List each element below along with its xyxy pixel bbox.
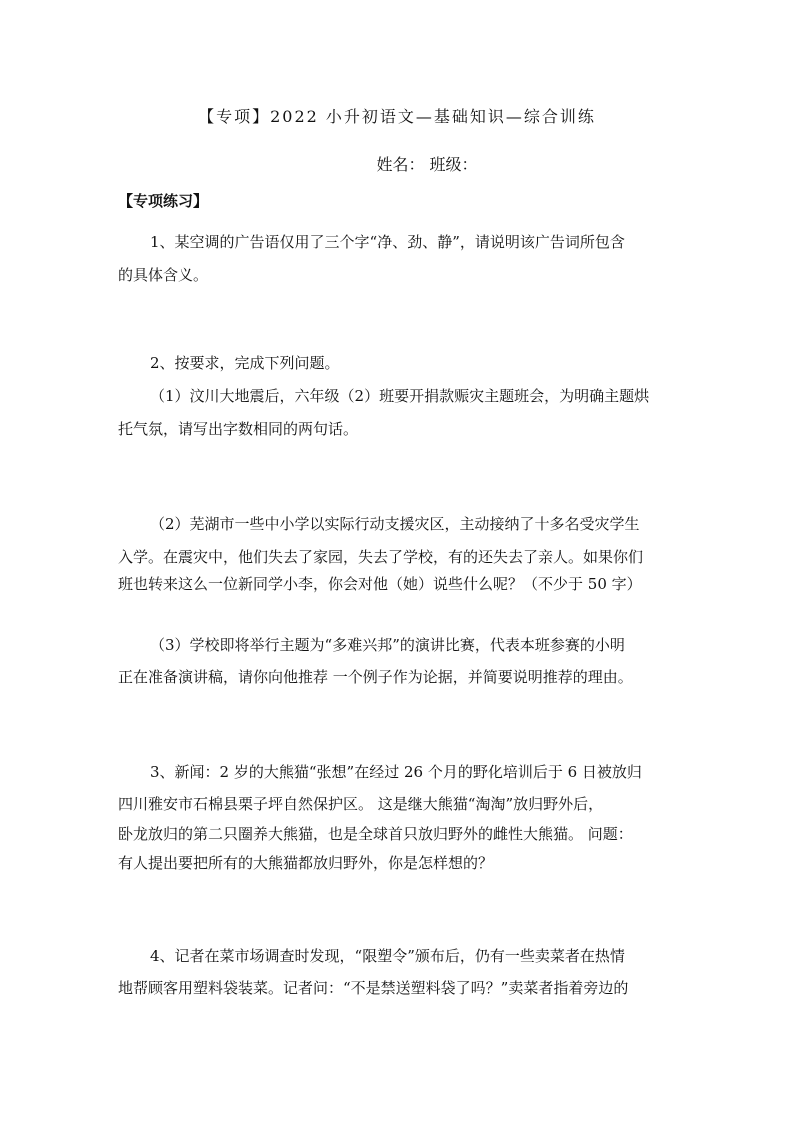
q2-part2-line-3: 班也转来这么一位新同学小李，你会对他（她）说些什么呢？（不少于 50 字）: [118, 575, 642, 593]
name-class-line: 姓名： 班级：: [376, 155, 478, 174]
q2-part3-line-2: 正在准备演讲稿，请你向他推荐 一个例子作为论据，并简要说明推荐的理由。: [118, 668, 633, 686]
q4-line-2: 地帮顾客用塑料袋装菜。记者问：“不是禁送塑料袋了吗？”卖菜者指着旁边的: [118, 979, 629, 997]
q4-line-1: 4、记者在菜市场调查时发现，“限塑令”颁布后，仍有一些卖菜者在热情: [150, 947, 625, 965]
q2-part2-line-1: （2）芜湖市一些中小学以实际行动支援灾区，主动接纳了十多名受灾学生: [150, 515, 640, 533]
q3-line-1: 3、新闻：2 岁的大熊猫“张想”在经过 26 个月的野化培训后于 6 日被放归: [150, 763, 642, 781]
q2-part1-line-2: 托气氛，请写出字数相同的两句话。: [118, 420, 359, 438]
q2-part2-line-2: 入学。在震灾中，他们失去了家园，失去了学校，有的还失去了亲人。如果你们: [118, 548, 644, 566]
q3-line-3: 卧龙放归的第二只圈养大熊猫，也是全球首只放归野外的雌性大熊猫。 问题：: [118, 825, 633, 843]
q2-intro: 2、按要求，完成下列问题。: [150, 354, 340, 372]
q3-line-2: 四川雅安市石棉县栗子坪自然保护区。 这是继大熊猫“淘淘”放归野外后，: [118, 795, 604, 813]
q2-part1-line-1: （1）汶川大地震后，六年级（2）班要开捐款赈灾主题班会，为明确主题烘: [150, 387, 650, 405]
document-title: 【专项】2022 小升初语文—基础知识—综合训练: [198, 107, 596, 126]
q2-part3-line-1: （3）学校即将举行主题为“多难兴邦”的演讲比赛，代表本班参赛的小明: [150, 636, 625, 654]
section-heading: 【专项练习】: [118, 192, 209, 210]
q1-line-2: 的具体含义。: [118, 266, 209, 284]
q1-line-1: 1、某空调的广告语仅用了三个字“净、劲、静”，请说明该广告词所包含: [150, 233, 625, 251]
q3-line-4: 有人提出要把所有的大熊猫都放归野外，你是怎样想的？: [118, 854, 494, 872]
